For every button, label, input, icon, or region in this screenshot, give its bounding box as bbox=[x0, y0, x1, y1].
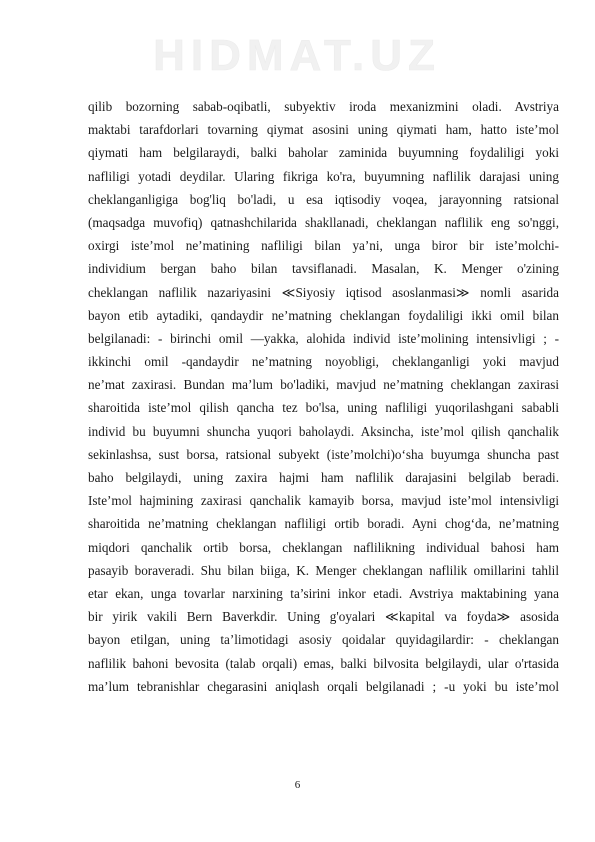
text-line: bayon etib aytadiki, qandaydir ne’matning cheklangan foydaliligi ikki omil bilan bbox=[88, 307, 559, 323]
text-line: belgilanadi: - birinchi omil —yakka, alohida individ iste’molining intensivligi ; - bbox=[88, 330, 559, 346]
text-line: naflilik bahoni bevosita (talab orqali) emas, balki bilvosita belgilaydi, ular o'rtasida bbox=[88, 655, 559, 671]
text-line: individium bergan baho bilan tavsiflanadi. Masalan, K. Menger o'zining bbox=[88, 261, 559, 277]
text-line: nafliligi yotadi deydilar. Ularing fikriga ko'ra, buyumning naflilik darajasi uning bbox=[88, 168, 559, 184]
text-line: (maqsadga muvofiq) qatnashchilarida shakllanadi, cheklangan naflilik eng so'nggi, bbox=[88, 214, 559, 230]
text-line: miqdori qanchalik ortib borsa, cheklangan naflilikning individual bahosi ham bbox=[88, 539, 559, 555]
text-line: sharoitida iste’mol qilish qancha tez bo'lsa, uning nafliligi yuqorilashgani sababli bbox=[88, 400, 559, 416]
text-line: qilib bozorning sabab-oqibatli, subyektiv iroda mexanizmini oladi. Avstriya bbox=[88, 99, 559, 114]
text-line: ne’mat zaxirasi. Bundan ma’lum bo'ladiki, mavjud ne’matning cheklangan zaxirasi bbox=[88, 377, 559, 393]
text-line: bir yirik vakili Bern Baverkdir. Uning g'oyalari ≪kapital va foyda≫ asosida bbox=[88, 609, 559, 625]
text-line: maktabi tarafdorlari tovarning qiymat asosini uning qiymati ham, hatto iste’mol bbox=[88, 122, 559, 138]
watermark-text: HIDMAT.UZ bbox=[153, 31, 441, 78]
text-line: ikkinchi omil -qandaydir ne’matning noyobligi, cheklanganligi yoki mavjud bbox=[88, 354, 559, 370]
text-line: qiymati ham belgilaraydi, balki baholar zaminida buyumning foydaliligi yoki bbox=[88, 145, 559, 161]
text-line: etar ekan, unga tovarlar narxining ta’sirini inkor etadi. Avstriya maktabining yana bbox=[88, 585, 559, 601]
text-line: ma’lum tebranishlar chegarasini aniqlash orqali belgilanadi ; -u yoki bu iste’mol bbox=[88, 678, 559, 694]
text-line: Iste’mol hajmining zaxirasi qanchalik kamayib borsa, mavjud iste’mol intensivligi bbox=[88, 493, 559, 509]
text-line: pasayib boraveradi. Shu bilan biiga, K. Menger cheklangan naflilik omillarini tahlil bbox=[88, 562, 559, 578]
watermark-logo bbox=[115, 30, 480, 78]
body-text bbox=[88, 95, 559, 698]
page-number: 6 bbox=[294, 779, 301, 791]
text-line: bayon etilgan, uning ta’limotidagi asosiy qoidalar quyidagilardir: - cheklangan bbox=[88, 632, 559, 648]
text-line: sharoitida ne’matning cheklangan nafliligi ortib boradi. Ayni chog‘da, ne’matning bbox=[88, 516, 559, 532]
text-line: oxirgi iste’mol ne’matining nafliligi bilan ya’ni, unga biror bir iste’molchi- bbox=[88, 238, 559, 254]
text-line: cheklanganligiga bog'liq bo'ladi, u esa iqtisodiy voqea, jarayonning ratsional bbox=[88, 191, 559, 207]
text-line: sekinlashsa, sust borsa, ratsional subyekt (iste’molchi)o‘sha buyumga shuncha past bbox=[88, 446, 559, 462]
text-line: cheklangan naflilik nazariyasini ≪Siyosiy iqtisod asoslanmasi≫ nomli asarida bbox=[88, 284, 559, 300]
text-line: baho belgilaydi, uning zaxira hajmi ham naflilik darajasini belgilab beradi. bbox=[88, 470, 559, 485]
text-line: individ bu buyumni shuncha yuqori baholaydi. Aksincha, iste’mol qilish qanchalik bbox=[88, 423, 559, 439]
